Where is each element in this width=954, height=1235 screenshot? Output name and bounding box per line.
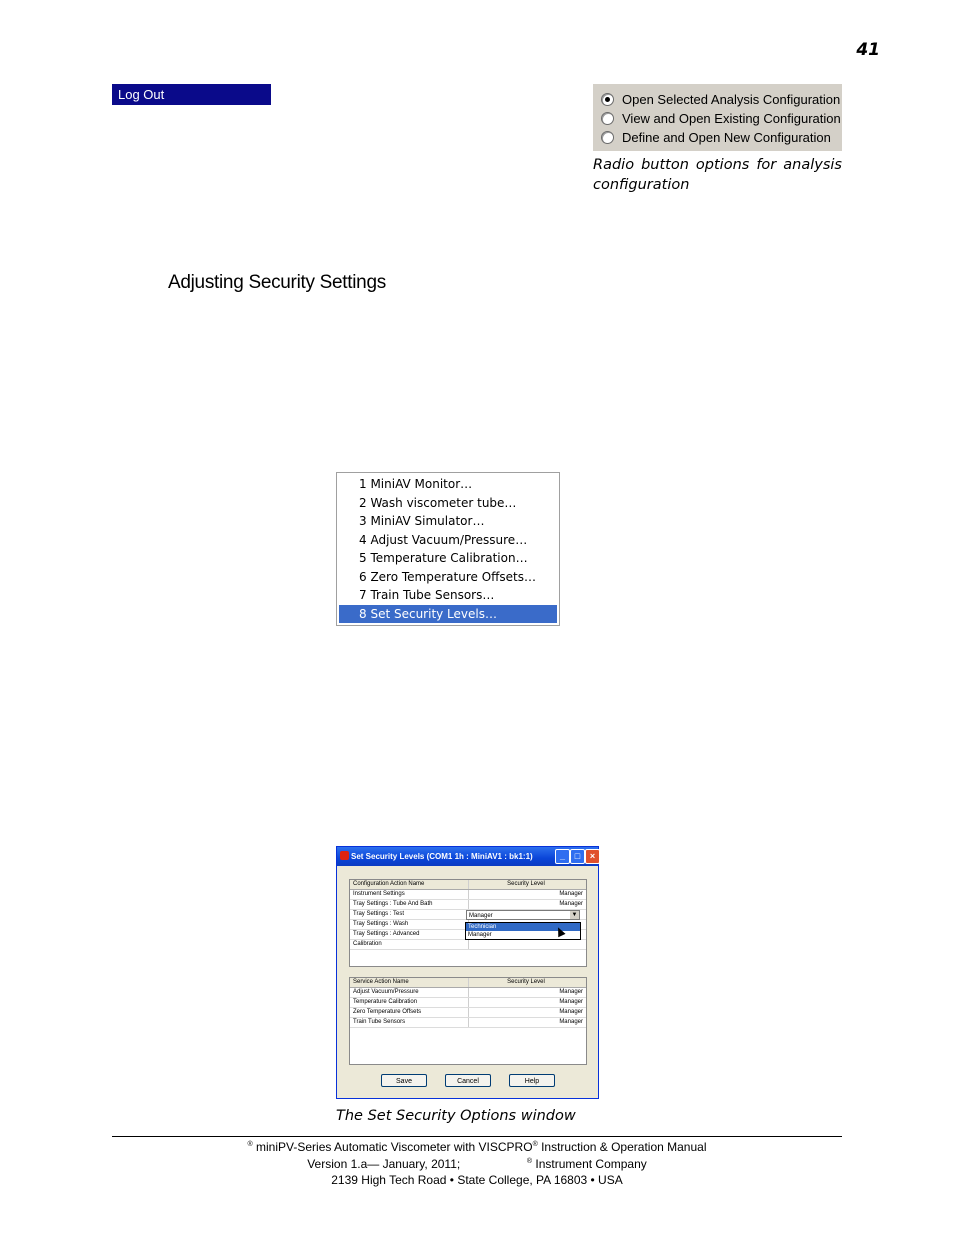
menu-item-set-security-levels[interactable]: 8 Set Security Levels… xyxy=(339,605,557,624)
action-name: Tray Settings : Test xyxy=(350,910,469,919)
dialog-figure-caption: The Set Security Options window xyxy=(336,1108,576,1124)
security-level[interactable]: Manager xyxy=(559,1009,583,1015)
analysis-config-radio-group xyxy=(593,84,842,151)
radio-figure-caption: Radio button options for analysis configuration xyxy=(593,157,842,193)
radio-label: Define and Open New Configuration xyxy=(622,130,831,145)
radio-label: View and Open Existing Configuration xyxy=(622,111,841,126)
page-number: 41 xyxy=(856,40,880,60)
chevron-down-icon[interactable]: ▼ xyxy=(571,912,578,918)
registered-mark: ® xyxy=(526,1158,533,1165)
footer-line-2 xyxy=(112,1157,842,1171)
menu-item-miniav-simulator[interactable]: 3 MiniAV Simulator… xyxy=(359,514,485,528)
radio-option-view-existing[interactable] xyxy=(601,109,842,128)
column-header: Security Level xyxy=(507,979,545,985)
action-name: Instrument Settings xyxy=(350,890,469,899)
table-row[interactable] xyxy=(350,1018,586,1028)
maximize-icon[interactable]: □ xyxy=(570,849,585,864)
log-out-label: Log Out xyxy=(118,87,165,102)
security-level-combo[interactable] xyxy=(466,910,580,920)
service-actions-table xyxy=(349,977,587,1065)
app-icon xyxy=(340,851,349,860)
column-header: Configuration Action Name xyxy=(350,880,469,889)
action-name: Calibration xyxy=(350,940,469,949)
security-level[interactable]: Manager xyxy=(559,999,583,1005)
security-level[interactable] xyxy=(469,940,586,949)
footer-divider xyxy=(112,1136,842,1137)
column-header: Service Action Name xyxy=(350,978,469,987)
table-row[interactable] xyxy=(350,988,586,998)
radio-option-open-selected[interactable] xyxy=(601,90,842,109)
dialog-title: Set Security Levels (COM1 1h : MiniAV1 : bk1:1) xyxy=(351,852,533,861)
radio-option-define-new[interactable] xyxy=(601,128,842,147)
action-name: Adjust Vacuum/Pressure xyxy=(350,988,469,997)
action-name: Tray Settings : Advanced xyxy=(350,930,469,939)
action-name: Train Tube Sensors xyxy=(350,1018,469,1027)
footer-company: Instrument Company xyxy=(532,1157,647,1171)
radio-unchecked-icon[interactable] xyxy=(601,131,614,144)
combo-value: Manager xyxy=(469,913,493,919)
action-name: Tray Settings : Wash xyxy=(350,920,469,929)
action-name: Temperature Calibration xyxy=(350,998,469,1007)
service-menu xyxy=(336,472,560,626)
footer-version: Version 1.a— January, 2011; xyxy=(307,1157,461,1171)
action-name: Zero Temperature Offsets xyxy=(350,1008,469,1017)
radio-label: Open Selected Analysis Configuration xyxy=(622,92,841,107)
close-icon[interactable]: × xyxy=(585,849,600,864)
menu-item-temperature-calibration[interactable]: 5 Temperature Calibration… xyxy=(359,551,528,565)
set-security-levels-dialog xyxy=(336,846,599,1099)
help-button[interactable]: Help xyxy=(509,1074,555,1087)
menu-item-wash-tube[interactable]: 2 Wash viscometer tube… xyxy=(359,495,517,510)
radio-checked-icon[interactable] xyxy=(601,93,614,106)
security-level[interactable]: Manager xyxy=(559,901,583,907)
table-row[interactable] xyxy=(350,1008,586,1018)
menu-item-zero-temperature-offsets[interactable]: 6 Zero Temperature Offsets… xyxy=(359,569,537,584)
radio-unchecked-icon[interactable] xyxy=(601,112,614,125)
security-level[interactable]: Manager xyxy=(559,1019,583,1025)
footer-line-1 xyxy=(112,1140,842,1154)
log-out-button[interactable] xyxy=(112,84,271,105)
cancel-button[interactable]: Cancel xyxy=(445,1074,491,1087)
minimize-icon[interactable]: _ xyxy=(555,849,570,864)
action-name: Tray Settings : Tube And Bath xyxy=(350,900,469,909)
footer-product: miniPV-Series Automatic Viscometer with VISCPRO xyxy=(256,1140,533,1154)
dialog-titlebar[interactable] xyxy=(337,847,598,866)
column-header: Security Level xyxy=(507,881,545,887)
table-row[interactable] xyxy=(350,998,586,1008)
dropdown-option-technician[interactable]: Technician xyxy=(466,923,580,931)
menu-item-miniav-monitor[interactable]: 1 MiniAV Monitor… xyxy=(359,477,473,491)
registered-mark: ® xyxy=(247,1141,253,1148)
table-row[interactable] xyxy=(350,940,586,950)
footer-manual: Instruction & Operation Manual xyxy=(537,1140,707,1154)
menu-item-adjust-vacuum[interactable]: 4 Adjust Vacuum/Pressure… xyxy=(359,532,528,547)
dropdown-option-manager[interactable]: Manager xyxy=(468,932,492,938)
table-row[interactable] xyxy=(350,890,586,900)
table-header xyxy=(350,880,586,890)
footer-address: 2139 High Tech Road • State College, PA 16803 • USA xyxy=(331,1173,623,1187)
section-title: Adjusting Security Settings xyxy=(168,272,386,293)
save-button[interactable]: Save xyxy=(381,1074,427,1087)
registered-mark: ® xyxy=(532,1141,538,1148)
menu-item-train-tube-sensors[interactable]: 7 Train Tube Sensors… xyxy=(359,588,495,602)
security-level[interactable]: Manager xyxy=(559,989,583,995)
table-header xyxy=(350,978,586,988)
table-row[interactable] xyxy=(350,900,586,910)
security-level[interactable]: Manager xyxy=(559,891,583,897)
